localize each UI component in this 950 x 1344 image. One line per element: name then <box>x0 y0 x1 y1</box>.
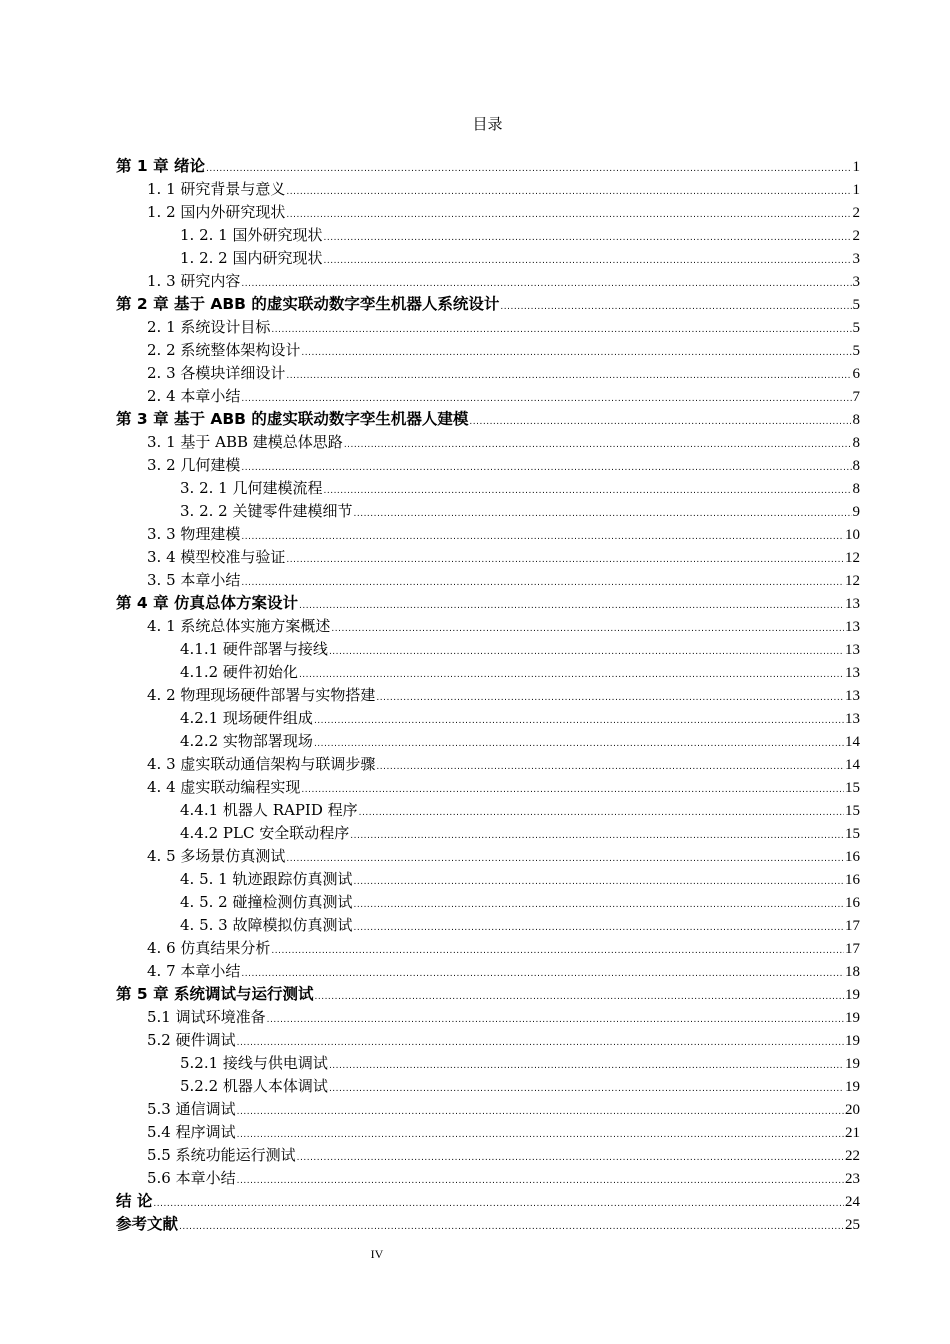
toc-entry-page-number: 2 <box>852 205 860 221</box>
toc-entry-label: 4.1.2 硬件初始化 <box>180 663 298 681</box>
toc-entry[interactable] <box>116 937 860 960</box>
dot-leader <box>301 779 844 799</box>
toc-entry-label: 3. 5 本章小结 <box>147 571 241 589</box>
dot-leader <box>237 1170 844 1190</box>
dot-leader <box>353 503 851 523</box>
toc-entry[interactable] <box>116 523 860 546</box>
toc-entry[interactable] <box>116 868 860 891</box>
toc-entry-label: 第 2 章 基于 ABB 的虚实联动数字孪生机器人系统设计 <box>116 295 500 313</box>
toc-entry[interactable] <box>116 730 860 753</box>
toc-entry-page-number: 21 <box>845 1125 860 1141</box>
toc-entry-label: 4. 4 虚实联动编程实现 <box>147 778 301 796</box>
toc-entry[interactable] <box>116 799 860 822</box>
page-footer-number: IV <box>370 1247 384 1261</box>
toc-entry-page-number: 23 <box>845 1171 860 1187</box>
toc-entry-label: 第 1 章 绪论 <box>116 157 205 175</box>
toc-entry-label: 4.2.2 实物部署现场 <box>180 732 313 750</box>
toc-entry-page-number: 13 <box>845 642 860 658</box>
toc-entry-label: 3. 4 模型校准与验证 <box>147 548 286 566</box>
toc-entry-page-number: 18 <box>845 964 860 980</box>
toc-entry-label: 5.2 硬件调试 <box>147 1031 236 1049</box>
toc-entry[interactable] <box>116 247 860 270</box>
dot-leader <box>179 1216 844 1236</box>
toc-title: 目录 <box>472 115 503 133</box>
dot-leader <box>329 1055 844 1075</box>
toc-entry[interactable] <box>116 454 860 477</box>
dot-leader <box>301 342 851 362</box>
dot-leader <box>344 434 852 454</box>
toc-entry-page-number: 3 <box>852 251 860 267</box>
dot-leader <box>153 1193 844 1213</box>
toc-entry-label: 4. 2 物理现场硬件部署与实物搭建 <box>147 686 376 704</box>
toc-entry-label: 4. 5 多场景仿真测试 <box>147 847 286 865</box>
dot-leader <box>359 802 844 822</box>
toc-entry-label: 4. 5. 3 故障模拟仿真测试 <box>180 916 353 934</box>
toc-entry-page-number: 8 <box>852 458 860 474</box>
dot-leader <box>299 595 844 615</box>
toc-entry-label: 4. 7 本章小结 <box>147 962 241 980</box>
toc-entry-label: 3. 3 物理建模 <box>147 525 241 543</box>
toc-entry[interactable] <box>116 638 860 661</box>
dot-leader <box>241 963 844 983</box>
toc-entry-page-number: 17 <box>845 941 860 957</box>
toc-entry-label: 4.4.2 PLC 安全联动程序 <box>180 824 350 842</box>
dot-leader <box>353 894 844 914</box>
toc-entry-label: 参考文献 <box>116 1215 179 1233</box>
toc-entry-label: 1. 2. 1 国外研究现状 <box>180 226 323 244</box>
toc-entry-label: 2. 3 各模块详细设计 <box>147 364 286 382</box>
table-of-contents <box>116 155 860 1236</box>
toc-entry-label: 1. 2 国内外研究现状 <box>147 203 286 221</box>
toc-entry-page-number: 19 <box>845 1010 860 1026</box>
toc-entry-label: 2. 2 系统整体架构设计 <box>147 341 301 359</box>
dot-leader <box>314 733 844 753</box>
dot-leader <box>286 365 851 385</box>
dot-leader <box>286 549 844 569</box>
toc-entry[interactable] <box>116 960 860 983</box>
toc-entry-page-number: 8 <box>852 435 860 451</box>
dot-leader <box>323 227 851 247</box>
dot-leader <box>329 641 844 661</box>
toc-entry-label: 1. 2. 2 国内研究现状 <box>180 249 323 267</box>
toc-entry-page-number: 13 <box>845 619 860 635</box>
toc-entry-page-number: 9 <box>852 504 860 520</box>
toc-entry-page-number: 25 <box>845 1217 860 1233</box>
toc-entry-label: 4. 3 虚实联动通信架构与联调步骤 <box>147 755 376 773</box>
dot-leader <box>350 825 844 845</box>
dot-leader <box>314 710 844 730</box>
toc-entry-label: 1. 1 研究背景与意义 <box>147 180 286 198</box>
toc-entry[interactable] <box>116 569 860 592</box>
toc-entry-page-number: 15 <box>845 826 860 842</box>
toc-entry-label: 4. 5. 2 碰撞检测仿真测试 <box>180 893 353 911</box>
dot-leader <box>271 319 851 339</box>
dot-leader <box>241 572 844 592</box>
toc-entry[interactable] <box>116 615 860 638</box>
toc-entry-label: 5.5 系统功能运行测试 <box>147 1146 296 1164</box>
toc-entry-page-number: 12 <box>845 550 860 566</box>
toc-entry-page-number: 15 <box>845 803 860 819</box>
toc-entry-page-number: 16 <box>845 872 860 888</box>
toc-entry-page-number: 14 <box>845 757 860 773</box>
dot-leader <box>331 618 844 638</box>
dot-leader <box>267 1009 844 1029</box>
dot-leader <box>297 1147 844 1167</box>
toc-entry-page-number: 13 <box>845 596 860 612</box>
dot-leader <box>286 204 851 224</box>
toc-entry[interactable] <box>116 753 860 776</box>
toc-entry-page-number: 3 <box>852 274 860 290</box>
toc-entry-page-number: 5 <box>852 320 860 336</box>
toc-entry[interactable] <box>116 339 860 362</box>
toc-entry-label: 5.2.2 机器人本体调试 <box>180 1077 328 1095</box>
toc-entry[interactable] <box>116 408 860 431</box>
toc-entry-page-number: 20 <box>845 1102 860 1118</box>
toc-entry-page-number: 5 <box>852 297 860 313</box>
toc-entry[interactable] <box>116 270 860 293</box>
toc-entry-label: 3. 2. 2 关键零件建模细节 <box>180 502 353 520</box>
toc-entry-page-number: 13 <box>845 665 860 681</box>
toc-entry-label: 5.6 本章小结 <box>147 1169 236 1187</box>
toc-entry-label: 3. 2 几何建模 <box>147 456 241 474</box>
dot-leader <box>271 940 844 960</box>
toc-entry[interactable] <box>116 1052 860 1075</box>
toc-entry[interactable] <box>116 822 860 845</box>
toc-entry[interactable] <box>116 1075 860 1098</box>
toc-entry-page-number: 2 <box>852 228 860 244</box>
toc-entry-page-number: 16 <box>845 849 860 865</box>
toc-entry[interactable] <box>116 385 860 408</box>
toc-entry[interactable] <box>116 776 860 799</box>
toc-entry-page-number: 17 <box>845 918 860 934</box>
toc-entry-label: 结 论 <box>116 1192 153 1210</box>
toc-entry[interactable] <box>116 362 860 385</box>
toc-entry[interactable] <box>116 1121 860 1144</box>
toc-entry[interactable] <box>116 1098 860 1121</box>
toc-entry-page-number: 6 <box>852 366 860 382</box>
dot-leader <box>314 986 844 1006</box>
toc-entry-label: 第 4 章 仿真总体方案设计 <box>116 594 298 612</box>
toc-entry-page-number: 13 <box>845 688 860 704</box>
dot-leader <box>500 296 851 316</box>
dot-leader <box>237 1032 844 1052</box>
toc-entry[interactable] <box>116 316 860 339</box>
toc-entry[interactable] <box>116 155 860 178</box>
toc-entry[interactable] <box>116 845 860 868</box>
toc-entry[interactable] <box>116 224 860 247</box>
toc-entry-page-number: 1 <box>852 182 860 198</box>
toc-entry-page-number: 13 <box>845 711 860 727</box>
toc-entry[interactable] <box>116 1006 860 1029</box>
toc-entry[interactable] <box>116 983 860 1006</box>
dot-leader <box>286 848 844 868</box>
toc-entry[interactable] <box>116 500 860 523</box>
dot-leader <box>323 250 851 270</box>
dot-leader <box>353 871 844 891</box>
toc-entry-label: 1. 3 研究内容 <box>147 272 241 290</box>
dot-leader <box>237 1124 844 1144</box>
toc-entry[interactable] <box>116 1167 860 1190</box>
dot-leader <box>323 480 851 500</box>
dot-leader <box>376 756 844 776</box>
toc-entry-label: 5.1 调试环境准备 <box>147 1008 266 1026</box>
toc-entry-page-number: 5 <box>852 343 860 359</box>
dot-leader <box>286 181 851 201</box>
toc-entry-label: 第 3 章 基于 ABB 的虚实联动数字孪生机器人建模 <box>116 410 469 428</box>
toc-entry[interactable] <box>116 1213 860 1236</box>
toc-entry[interactable] <box>116 431 860 454</box>
dot-leader <box>376 687 844 707</box>
dot-leader <box>329 1078 844 1098</box>
toc-entry[interactable] <box>116 707 860 730</box>
dot-leader <box>299 664 844 684</box>
dot-leader <box>241 273 851 293</box>
dot-leader <box>469 411 851 431</box>
toc-entry-page-number: 7 <box>852 389 860 405</box>
toc-entry[interactable] <box>116 293 860 316</box>
toc-entry-page-number: 19 <box>845 1056 860 1072</box>
toc-entry[interactable] <box>116 201 860 224</box>
toc-entry-label: 4. 5. 1 轨迹跟踪仿真测试 <box>180 870 353 888</box>
toc-entry-label: 5.2.1 接线与供电调试 <box>180 1054 328 1072</box>
toc-entry-page-number: 12 <box>845 573 860 589</box>
dot-leader <box>241 388 851 408</box>
toc-entry[interactable] <box>116 1029 860 1052</box>
toc-entry-label: 4. 1 系统总体实施方案概述 <box>147 617 331 635</box>
toc-entry-page-number: 24 <box>845 1194 860 1210</box>
toc-entry[interactable] <box>116 1190 860 1213</box>
toc-entry[interactable] <box>116 178 860 201</box>
toc-entry-label: 5.4 程序调试 <box>147 1123 236 1141</box>
toc-entry-page-number: 1 <box>852 159 860 175</box>
toc-entry[interactable] <box>116 477 860 500</box>
toc-entry[interactable] <box>116 1144 860 1167</box>
toc-entry[interactable] <box>116 592 860 615</box>
toc-entry-label: 第 5 章 系统调试与运行测试 <box>116 985 314 1003</box>
dot-leader <box>241 457 851 477</box>
toc-entry-label: 2. 1 系统设计目标 <box>147 318 271 336</box>
toc-entry[interactable] <box>116 661 860 684</box>
toc-entry-page-number: 19 <box>845 1079 860 1095</box>
toc-entry[interactable] <box>116 684 860 707</box>
toc-entry[interactable] <box>116 546 860 569</box>
toc-entry-label: 4.2.1 现场硬件组成 <box>180 709 313 727</box>
dot-leader <box>206 158 852 178</box>
toc-entry-page-number: 10 <box>845 527 860 543</box>
toc-entry-label: 2. 4 本章小结 <box>147 387 241 405</box>
toc-entry-page-number: 15 <box>845 780 860 796</box>
toc-entry-label: 5.3 通信调试 <box>147 1100 236 1118</box>
toc-entry-label: 4.1.1 硬件部署与接线 <box>180 640 328 658</box>
toc-entry-page-number: 19 <box>845 987 860 1003</box>
toc-entry-label: 4.4.1 机器人 RAPID 程序 <box>180 801 358 819</box>
dot-leader <box>353 917 844 937</box>
dot-leader <box>241 526 844 546</box>
toc-entry-label: 3. 1 基于 ABB 建模总体思路 <box>147 433 343 451</box>
toc-entry-label: 4. 6 仿真结果分析 <box>147 939 271 957</box>
toc-entry-page-number: 8 <box>852 481 860 497</box>
toc-entry-label: 3. 2. 1 几何建模流程 <box>180 479 323 497</box>
toc-entry-page-number: 14 <box>845 734 860 750</box>
toc-entry-page-number: 22 <box>845 1148 860 1164</box>
dot-leader <box>237 1101 844 1121</box>
toc-entry[interactable] <box>116 914 860 937</box>
toc-entry-page-number: 8 <box>852 412 860 428</box>
toc-entry-page-number: 16 <box>845 895 860 911</box>
toc-entry-page-number: 19 <box>845 1033 860 1049</box>
toc-entry[interactable] <box>116 891 860 914</box>
